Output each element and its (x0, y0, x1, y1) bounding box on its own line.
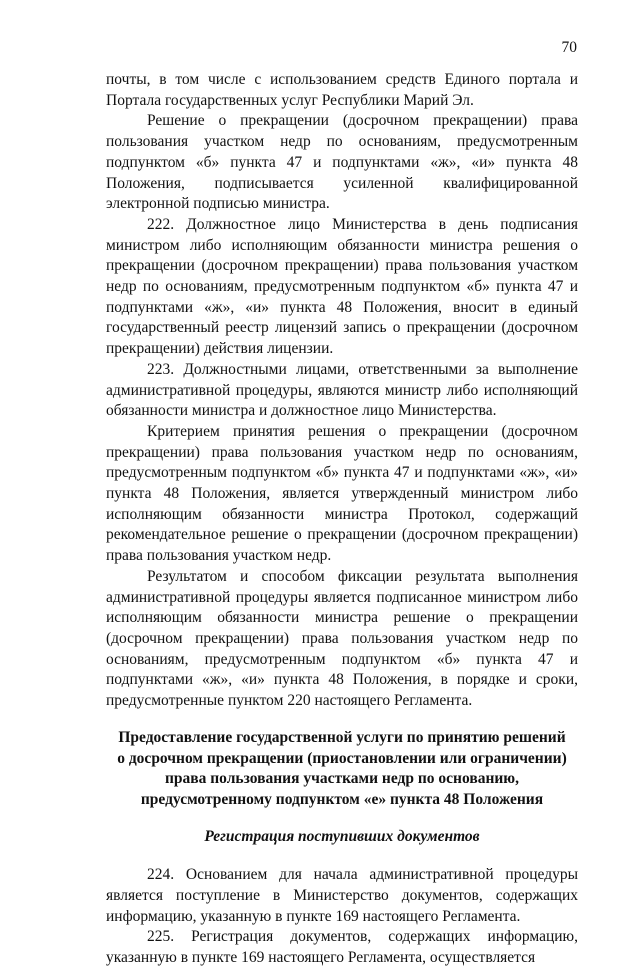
paragraph-222: 222. Должностное лицо Министерства в день подписания министром либо исполняющим обязанности министра решения о прекращении (досрочном прекращении) права пользования участком недр по основаниям, предусмотренным подпунктом «б» пункта 47 и подпунктами «ж», «и» пункта 48 Положения, вносит в единый государственный реестр лицензий запись о прекращении (досрочном прекращении) действия лицензии. (106, 215, 578, 358)
section-heading-line: Предоставление государственной услуги по принятию решений (118, 728, 566, 746)
document-body (106, 70, 578, 969)
page-number: 70 (561, 39, 577, 56)
section-heading (106, 728, 578, 811)
paragraph-223: 223. Должностными лицами, ответственными за выполнение административной процедуры, являются министр либо исполняющий обязанности министра и должностное лицо Министерства. (106, 360, 578, 420)
paragraph: Результатом и способом фиксации результата выполнения административной процедуры является подписанное министром либо исполняющим обязанности министра решение о прекращении (досрочном прекращении) права пользования участком недр по основаниям, предусмотренным подпунктом «б» пункта 47 и подпунктами «ж», «и» пункта 48 Положения, в порядке и сроки, предусмотренные пунктом 220 настоящего Регламента. (106, 567, 578, 710)
paragraphs-bottom (106, 865, 578, 969)
paragraph: Критерием принятия решения о прекращении (досрочном прекращении) права пользования участком недр по основаниям, предусмотренным подпунктом «б» пункта 47 и подпунктами «ж», «и» пункта 48 Положения, является утвержденный министром либо исполняющим обязанности министра Протокол, содержащий рекомендательное решение о прекращении (досрочном прекращении) права пользования участком недр. (106, 422, 578, 565)
paragraph: Решение о прекращении (досрочном прекращении) права пользования участком недр по основаниям, предусмотренным подпунктом «б» пункта 47 и подпунктами «ж», «и» пункта 48 Положения, подписывается усиленной квалифицированной электронной подписью министра. (106, 112, 578, 213)
paragraph-224: 224. Основанием для начала административной процедуры является поступление в Министерство документов, содержащих информацию, указанную в пункте 169 настоящего Регламента. (106, 866, 578, 925)
paragraph-225: 225. Регистрация документов, содержащих информацию, указанную в пункте 169 настоящего Регламента, осуществляется (106, 928, 578, 967)
paragraph: почты, в том числе с использованием средств Единого портала и Портала государственных услуг Республики Марий Эл. (106, 71, 578, 109)
section-heading-line: предусмотренному подпунктом «е» пункта 48 Положения (140, 790, 544, 808)
section-heading-line: права пользования участками недр по основанию, (164, 770, 520, 788)
subsection-heading: Регистрация поступивших документов (204, 827, 480, 845)
paragraphs-top (106, 70, 578, 712)
section-heading-line: о досрочном прекращении (приостановлении или ограничении) (117, 749, 567, 767)
